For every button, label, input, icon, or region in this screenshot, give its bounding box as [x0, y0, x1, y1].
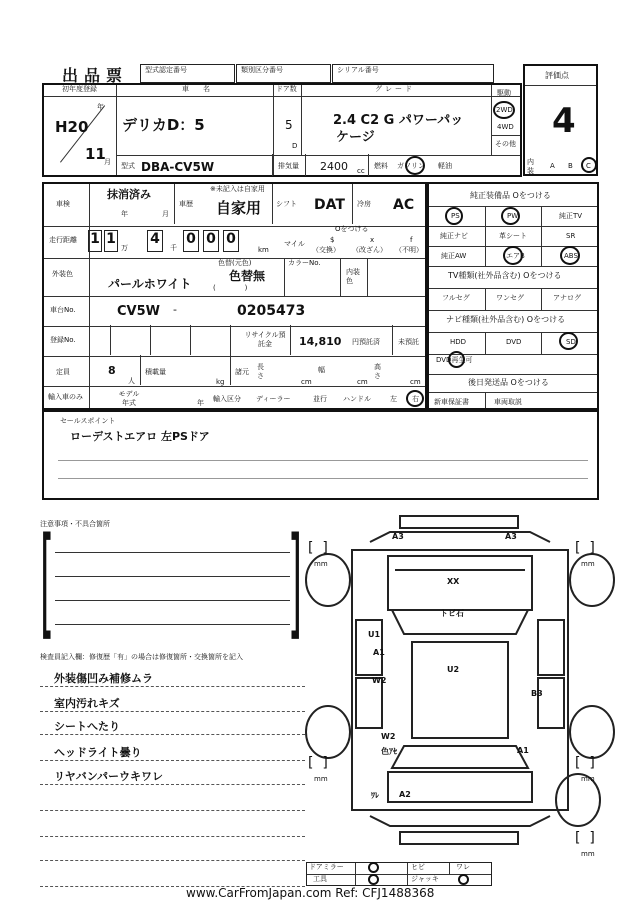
damage-hood: XX	[447, 577, 460, 586]
width-unit: cm	[357, 378, 368, 386]
handle-right: 右	[412, 395, 419, 403]
chassis-dash: -	[173, 303, 177, 316]
damage-right-rear-a1: A1	[517, 746, 529, 755]
opt-unknown: （不明）	[395, 246, 423, 254]
note-item-3: シートへたり	[54, 720, 120, 733]
car-name-label: 車名	[182, 85, 224, 93]
import-class-label: 輸入区分	[213, 395, 241, 403]
damage-front-right: A3	[505, 532, 517, 541]
after-title: 後日発送品 Oをつける	[468, 378, 549, 387]
capacity-unit: 人	[128, 377, 135, 385]
chassis-label: 車台No.	[50, 306, 76, 314]
category-box	[236, 64, 331, 83]
interior-grade-b: B	[568, 162, 573, 170]
tv-fullseg: フルセグ	[442, 294, 470, 302]
interior-grade-c: C	[586, 162, 591, 170]
fuel-value: ガソリン	[397, 162, 425, 170]
load-label: 積載量	[145, 368, 166, 376]
genuine-title: 純正装備品 Oをつける	[470, 191, 551, 200]
recycle-label: リサイクル預託金	[244, 331, 286, 348]
handle-label: ハンドル	[343, 395, 371, 403]
chassis-prefix: CV5W	[117, 304, 160, 319]
damage-right-rear: B3	[531, 689, 543, 698]
attention-line-1	[55, 552, 290, 553]
navi-hdd: HDD	[450, 338, 467, 346]
legend-mirror-circle	[368, 862, 379, 873]
reg-month: 11	[85, 145, 106, 163]
drive-2wd-circle	[493, 101, 515, 119]
equip-airbag-circle	[503, 246, 523, 265]
mileage-digit-6: 0	[223, 230, 239, 252]
displacement-value: 2400	[320, 160, 348, 173]
use-label: 車歴	[179, 200, 193, 208]
equip-airbag: エアB	[506, 252, 525, 260]
car-name-value: デリカD：5	[122, 116, 205, 134]
legend-door-mirror: ドアミラー	[309, 863, 344, 871]
after-warranty: 新車保証書	[434, 398, 469, 406]
chassis-no: 0205473	[237, 303, 306, 319]
color-change-value: 色替無	[229, 269, 266, 283]
width-label: 幅	[318, 366, 325, 374]
mm-rear-left: mm	[314, 775, 328, 783]
equip-ps-circle	[445, 207, 463, 225]
sales-point-block	[42, 410, 599, 500]
mark-note: Oをつける	[335, 225, 369, 233]
equip-tv: 純正TV	[559, 212, 583, 220]
month-unit: 月	[104, 158, 111, 166]
height-label: 高さ	[374, 363, 381, 380]
dim-label: 諸元	[235, 368, 249, 376]
attention-label: 注意事項・不具合箇所	[40, 520, 110, 528]
tread-rear-right: [ ]	[575, 755, 595, 771]
damage-left-rear-fade: 色ｱｾ	[381, 747, 397, 756]
grade-line2: ケージ	[336, 130, 375, 145]
interior-label: 内装	[527, 158, 534, 175]
score-value: 4	[552, 101, 576, 141]
opt-x: x	[370, 236, 375, 244]
tread-rear-left: [ ]	[308, 755, 328, 771]
equip-aw: 純正AW	[441, 252, 467, 260]
equip-sr: SR	[566, 232, 576, 240]
shift-value: DAT	[314, 197, 345, 213]
reg-year: H20	[55, 118, 89, 136]
note-item-2: 室内汚れキズ	[54, 697, 120, 710]
color-change-label: 色替(元色)	[218, 259, 252, 267]
model-label: 型式	[121, 162, 135, 170]
color-label: 外装色	[52, 270, 73, 278]
year-unit: 年	[97, 103, 104, 111]
mileage-digit-3: 4	[147, 230, 163, 252]
doors-label: ドア数	[276, 85, 297, 93]
man-unit: 万	[121, 244, 128, 252]
displacement-label: 排気量	[278, 162, 299, 170]
attention-line-2	[55, 576, 290, 577]
regno-label: 登録No.	[50, 336, 76, 344]
opt-exchange: （交換）	[312, 246, 340, 254]
opt-s: $	[330, 236, 335, 244]
damage-left-rear-door: W2	[372, 676, 387, 685]
km-unit: km	[258, 246, 269, 254]
drive-other: その他	[495, 140, 516, 148]
mileage-digit-5: 0	[203, 230, 219, 252]
equip-leather: 革シート	[499, 232, 527, 240]
legend-crack: ヒビ	[411, 863, 425, 871]
drive-label: 駆動	[497, 89, 511, 97]
recycle-paid: 円預託済	[352, 338, 380, 346]
damage-rear-crack: ﾜﾚ	[371, 791, 379, 800]
mile-label: マイル	[284, 240, 305, 248]
drive-4wd: 4WD	[497, 123, 514, 131]
fuel-circle	[405, 156, 425, 175]
tv-oneseg: ワンセグ	[496, 294, 524, 302]
handle-left: 左	[390, 395, 397, 403]
form-title: 出品票	[62, 66, 129, 85]
legend-tool-circle	[368, 874, 379, 885]
ac-value: AC	[393, 197, 415, 213]
damage-roof: U2	[447, 665, 460, 674]
recycle-value: 14,810	[299, 335, 342, 348]
first-reg-label: 初年度登録	[62, 85, 97, 93]
plate-status: 抹消済み	[107, 188, 151, 201]
unreg-note: ※未記入は自家用	[210, 185, 265, 193]
dealer-opt: ディーラー	[256, 395, 291, 403]
damage-windshield: トビ石	[440, 609, 464, 618]
sales-label: セールスポイント	[60, 417, 116, 425]
dvd-playback-circle	[448, 351, 465, 368]
dvd-playback: DVD再生可	[436, 356, 473, 364]
equip-abs-circle	[560, 246, 580, 265]
capacity-label: 定員	[56, 368, 70, 376]
model-year-label: モデル年式	[118, 390, 140, 407]
car-damage-diagram	[300, 510, 620, 870]
load-unit: kg	[216, 378, 225, 386]
color-value: パールホワイト	[108, 277, 192, 291]
legend-tool: 工具	[313, 875, 327, 883]
navi-title: ナビ種類(社外品含む) Oをつける	[446, 315, 566, 324]
grade-label: グレード	[375, 85, 415, 93]
interior-c-circle	[581, 157, 597, 173]
inspector-label: 検査員記入欄：修復歴「有」の場合は修復箇所・交換箇所を記入	[40, 653, 243, 661]
serial-box	[332, 64, 494, 83]
oil-label: 軽油	[438, 162, 452, 170]
drive-2wd: 2WD	[496, 106, 513, 114]
damage-left-rear-w2: W2	[381, 732, 396, 741]
parallel-opt: 並行	[313, 395, 327, 403]
category-label: 類別区分番号	[241, 66, 283, 74]
serial-label: シリアル番号	[337, 66, 379, 74]
equip-ps: PS	[451, 212, 460, 220]
footer-ref: www.CarFromJapan.com Ref: CFJ1488368	[186, 886, 435, 900]
note-item-4: ヘッドライト曇り	[54, 746, 142, 759]
import-label: 輸入車のみ	[48, 393, 83, 401]
len-label: 長さ	[257, 363, 264, 380]
tread-front-right: [ ]	[575, 540, 595, 556]
damage-rear-bumper: A2	[399, 790, 411, 799]
tv-title: TV種類(社外品含む) Oをつける	[448, 271, 562, 280]
mileage-digit-1: 1	[88, 230, 102, 252]
mm-rear-right: mm	[581, 775, 595, 783]
navi-sd: SD	[566, 338, 576, 346]
capacity-value: 8	[108, 364, 116, 377]
displacement-unit: cc	[357, 167, 365, 175]
color-change-paren: ( )	[213, 284, 248, 292]
attention-line-3	[55, 600, 290, 601]
plate-month-unit: 月	[162, 210, 169, 218]
tv-analog: アナログ	[553, 294, 581, 302]
len-unit: cm	[301, 378, 312, 386]
equip-navi: 純正ナビ	[440, 232, 468, 240]
doors-suffix: D	[292, 142, 298, 150]
after-manual: 車両取説	[494, 398, 522, 406]
mileage-digit-4: 0	[183, 230, 199, 252]
mm-front-left: mm	[314, 560, 328, 568]
equip-abs: ABS	[564, 252, 578, 260]
damage-left-front-door-a: A1	[373, 648, 385, 657]
ac-label: 冷房	[357, 200, 371, 208]
height-unit: cm	[410, 378, 421, 386]
legend-jack: ジャッキ	[411, 875, 439, 883]
tread-front-left: [ ]	[308, 540, 328, 556]
damage-front-left: A3	[392, 532, 404, 541]
model-year-unit: 年	[197, 399, 204, 407]
interior-grade-a: A	[550, 162, 555, 170]
recycle-unpaid: 未預託	[398, 338, 419, 346]
navi-dvd: DVD	[506, 338, 522, 346]
note-item-5: リヤバンパーウキワレ	[54, 770, 164, 783]
plate-label: 車検	[56, 200, 70, 208]
model-value: DBA-CV5W	[141, 160, 215, 174]
attention-line-4	[55, 624, 290, 625]
model-cert-label: 型式認定番号	[145, 66, 187, 74]
color-no-label: カラーNo.	[288, 259, 321, 267]
mileage-digit-2: 1	[104, 230, 118, 252]
legend-break: ワレ	[456, 863, 470, 871]
opt-f: f	[410, 236, 413, 244]
sales-text: ローデストエアロ 左PSドア	[70, 430, 210, 443]
equip-pw: PW	[507, 212, 519, 220]
interior-color-label: 内装色	[346, 268, 360, 285]
shift-label: シフト	[276, 200, 297, 208]
fuel-label: 燃料	[374, 162, 388, 170]
opt-altered: （改ざん）	[352, 246, 387, 254]
plate-year-unit: 年	[121, 210, 128, 218]
handle-right-circle	[406, 390, 424, 407]
tread-spare: [ ]	[575, 830, 595, 846]
legend-jack-circle	[458, 874, 469, 885]
note-item-1: 外装傷凹み補修ムラ	[54, 672, 153, 685]
attention-bracket-left: [	[40, 513, 55, 652]
score-label: 評価点	[545, 71, 569, 80]
sen-unit: 千	[170, 244, 177, 252]
navi-sd-circle	[559, 332, 578, 350]
grade-line1: 2.4 C2 G パワーパッ	[333, 113, 464, 128]
damage-left-front-door-u: U1	[368, 630, 381, 639]
equip-pw-circle	[501, 207, 520, 225]
mm-front-right: mm	[581, 560, 595, 568]
mm-spare: mm	[581, 850, 595, 858]
use-value: 自家用	[216, 199, 262, 217]
attention-bracket-right: ]	[288, 513, 303, 652]
model-cert-box	[140, 64, 235, 83]
mileage-label: 走行距離	[49, 236, 77, 244]
doors-value: 5	[285, 118, 293, 132]
